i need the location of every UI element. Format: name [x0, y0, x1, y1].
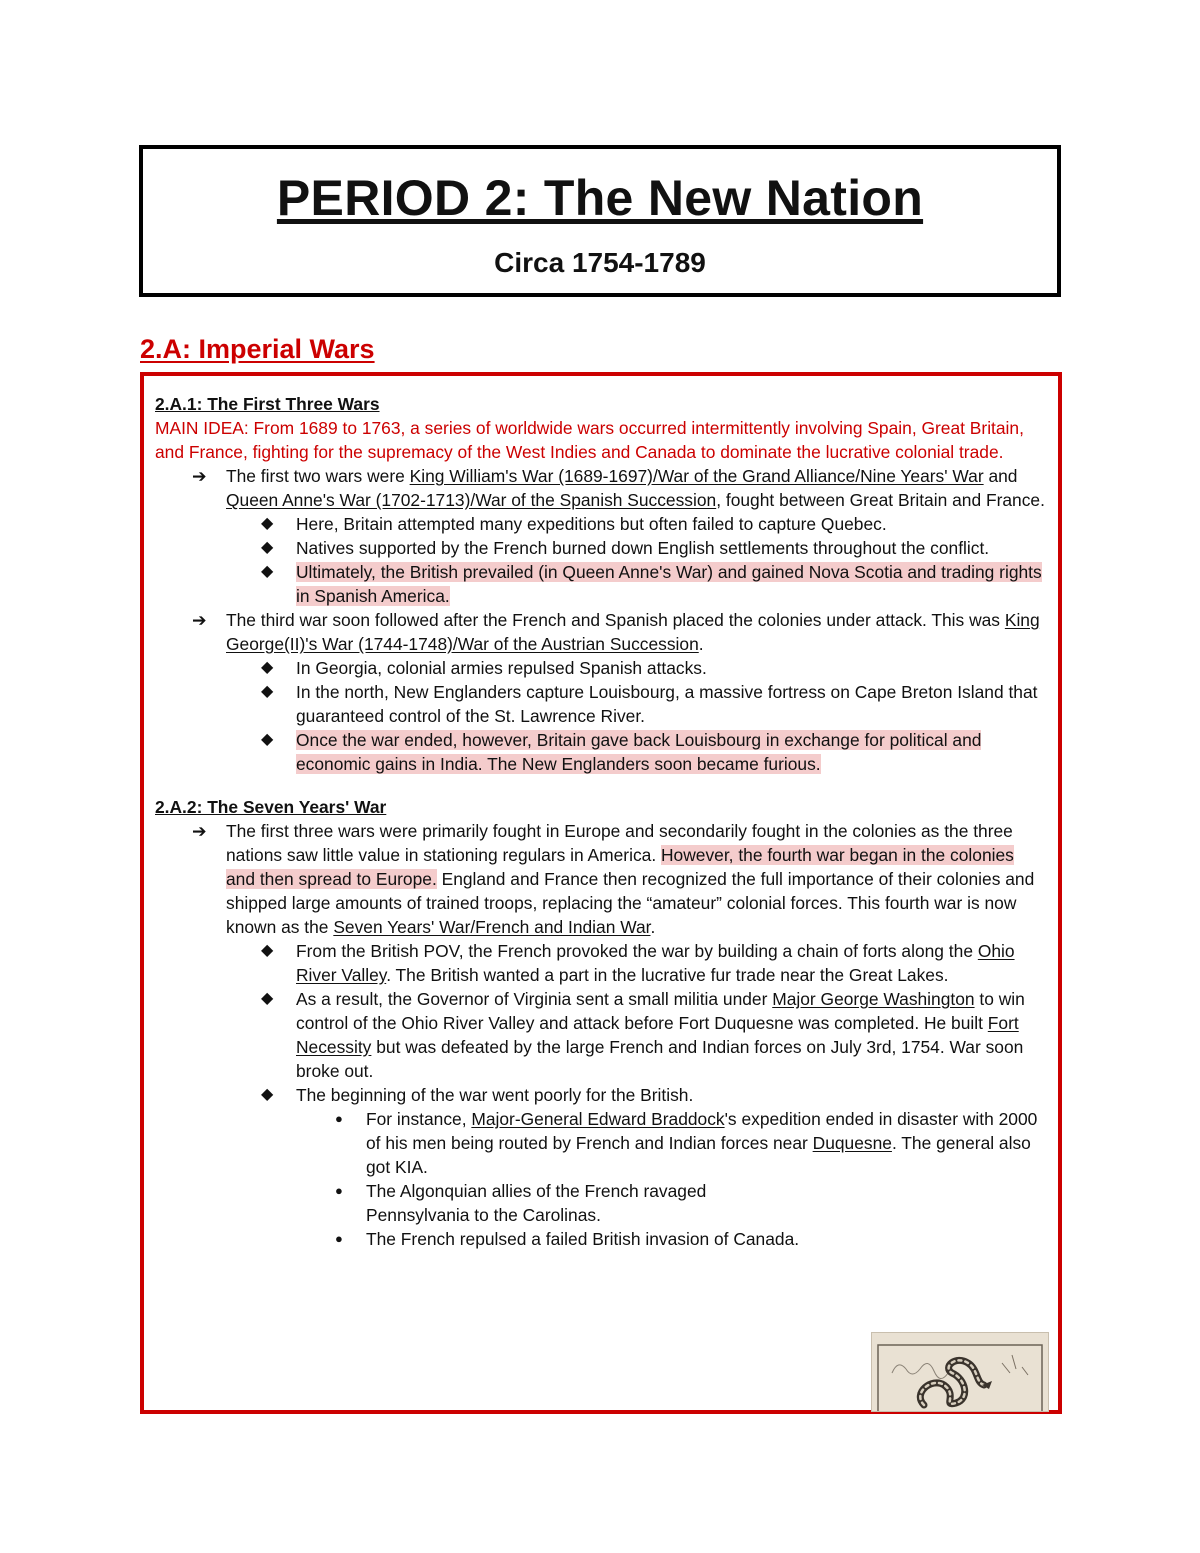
diamond-bullet-icon: ◆	[261, 515, 274, 532]
text: The Algonquian allies of the French ravaged Pennsylvania to the Carolinas.	[366, 1181, 707, 1225]
page-title: PERIOD 2: The New Nation	[276, 170, 924, 226]
dot-bullet-icon: ●	[335, 1231, 343, 1246]
underlined-term: Seven Years' War/French and Indian War	[333, 917, 651, 937]
bullet-list-seven-years	[155, 819, 1045, 1251]
highlighted-text: Once the war ended, however, Britain gave back Louisbourg in exchange for political and economic gains in India. The New Englanders soon became furious.	[296, 730, 982, 774]
underlined-term: King George(II)'s War (1744-1748)/War of the Austrian Succession	[226, 610, 1040, 654]
page-subtitle: Circa 1754-1789	[494, 247, 706, 278]
content-box	[140, 372, 1062, 1414]
text: For instance,	[366, 1109, 472, 1129]
diamond-bullet-icon: ◆	[261, 659, 274, 676]
subheading-seven-years-war: 2.A.2: The Seven Years' War	[155, 797, 387, 817]
text: . The British wanted a part in the lucrative fur trade near the Great Lakes.	[386, 965, 949, 985]
text: . The general also got KIA.	[366, 1133, 1031, 1177]
text: From the British POV, the French provoked the war by building a chain of forts along the	[296, 941, 978, 961]
list-item	[155, 512, 1045, 536]
main-idea: MAIN IDEA: From 1689 to 1763, a series of worldwide wars occurred intermittently involving Spain, Great Britain, and France, fighting for the supremacy of the West Indies and Canada to dominate the lucrative colonial trade.	[155, 418, 1024, 462]
text: In the north, New Englanders capture Louisbourg, a massive fortress on Cape Breton Island that guaranteed control of the St. Lawrence River.	[296, 682, 1038, 726]
list-item	[155, 987, 1045, 1083]
snake-illustration-icon	[872, 1333, 1048, 1411]
text: The third war soon followed after the French and Spanish placed the colonies under attack. This was	[226, 610, 1005, 630]
text: but was defeated by the large French and Indian forces on July 3rd, 1754. War soon broke out.	[296, 1037, 1024, 1081]
list-item	[155, 1179, 1045, 1227]
highlighted-text: Ultimately, the British prevailed (in Queen Anne's War) and gained Nova Scotia and trading rights in Spanish America.	[296, 562, 1042, 606]
list-item	[155, 1107, 1045, 1179]
underlined-term: Fort Necessity	[296, 1013, 1019, 1057]
title-box	[139, 145, 1061, 297]
list-item	[155, 656, 1045, 680]
highlighted-text: However, the fourth war began in the colonies and then spread to Europe.	[226, 845, 1014, 889]
text: England and France then recognized the full importance of their colonies and shipped large amounts of trained troops, replacing the “amateur” colonial forces. This fourth war is now known as the	[226, 869, 1035, 937]
diamond-bullet-icon: ◆	[261, 731, 274, 748]
text: Here, Britain attempted many expeditions but often failed to capture Quebec.	[296, 514, 887, 534]
list-item	[155, 728, 1045, 776]
content-inner	[155, 392, 1045, 1251]
join-or-die-snake-image	[871, 1332, 1049, 1412]
underlined-term: Major-General Edward Braddock	[471, 1109, 725, 1129]
list-item	[155, 939, 1045, 987]
underlined-term: Duquesne	[812, 1133, 892, 1153]
list-item	[155, 1227, 1045, 1251]
underlined-term: King William's War (1689-1697)/War of the Grand Alliance/Nine Years' War	[409, 466, 984, 486]
spacer	[155, 776, 1045, 795]
list-item	[155, 464, 1045, 512]
text: Natives supported by the French burned down English settlements throughout the conflict.	[296, 538, 990, 558]
list-item	[155, 536, 1045, 560]
text: As a result, the Governor of Virginia sent a small militia under	[296, 989, 773, 1009]
underlined-term: Ohio River Valley	[296, 941, 1015, 985]
text: .	[698, 634, 704, 654]
bullet-list-first-wars	[155, 464, 1045, 776]
text: In Georgia, colonial armies repulsed Spanish attacks.	[296, 658, 707, 678]
section-heading: 2.A: Imperial Wars	[140, 334, 375, 364]
text: , fought between Great Britain and France.	[716, 490, 1045, 510]
text: The French repulsed a failed British invasion of Canada.	[366, 1229, 800, 1249]
text: .	[650, 917, 656, 937]
underlined-term: Major George Washington	[772, 989, 975, 1009]
diamond-bullet-icon: ◆	[261, 990, 274, 1007]
list-item	[155, 608, 1045, 656]
diamond-bullet-icon: ◆	[261, 539, 274, 556]
diamond-bullet-icon: ◆	[261, 683, 274, 700]
arrow-bullet-icon: ➔	[192, 610, 207, 630]
underlined-term: Queen Anne's War (1702-1713)/War of the Spanish Succession	[226, 490, 717, 510]
list-item	[155, 1083, 1045, 1107]
diamond-bullet-icon: ◆	[261, 563, 274, 580]
text: to win control of the Ohio River Valley and attack before Fort Duquesne was completed. He built	[296, 989, 1025, 1033]
arrow-bullet-icon: ➔	[192, 821, 207, 841]
diamond-bullet-icon: ◆	[261, 1086, 274, 1103]
text: 's expedition ended in disaster with 2000 of his men being routed by French and Indian forces near	[366, 1109, 1038, 1153]
diamond-bullet-icon: ◆	[261, 942, 274, 959]
text: and	[983, 466, 1018, 486]
list-item	[155, 560, 1045, 608]
text: The first three wars were primarily fought in Europe and secondarily fought in the colonies as the three nations saw little value in stationing regulars in America.	[226, 821, 1013, 865]
list-item	[155, 680, 1045, 728]
dot-bullet-icon: ●	[335, 1183, 343, 1198]
subheading-first-three-wars: 2.A.1: The First Three Wars	[155, 394, 380, 414]
text: The first two wars were	[226, 466, 410, 486]
arrow-bullet-icon: ➔	[192, 466, 207, 486]
text: The beginning of the war went poorly for the British.	[296, 1085, 694, 1105]
list-item	[155, 819, 1045, 939]
dot-bullet-icon: ●	[335, 1111, 343, 1126]
